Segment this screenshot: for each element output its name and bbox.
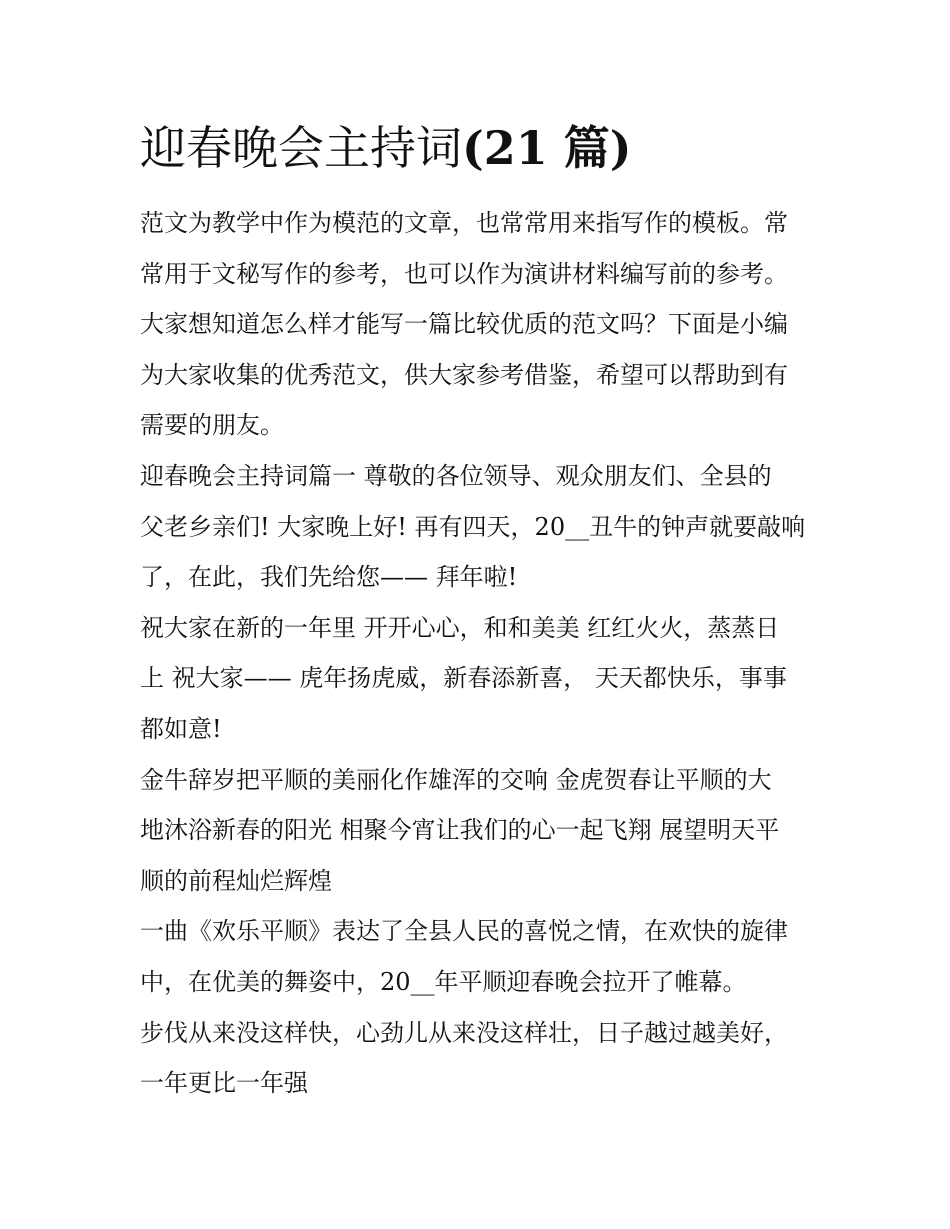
text-line: 需要的朋友。 [140, 411, 284, 440]
title-suffix: (21 篇) [462, 121, 632, 175]
text-line: 父老乡亲们! 大家晚上好! 再有四天，20__丑牛的钟声就要敲响 [140, 512, 806, 541]
text-line: 祝大家在新的一年里 开开心心，和和美美 红红火火，蒸蒸日 [140, 613, 780, 642]
text-line: 上 祝大家—— 虎年扬虎威，新春添新喜， 天天都快乐，事事 [140, 664, 787, 693]
text-line: 范文为教学中作为模范的文章，也常常用来指写作的模板。常 [140, 209, 788, 237]
document-title [140, 118, 632, 178]
text-line: 了，在此，我们先给您—— 拜年啦! [140, 563, 518, 592]
text-line: 常用于文秘写作的参考，也可以作为演讲材料编写前的参考。 [140, 259, 788, 288]
text-line: 一曲《欢乐平顺》表达了全县人民的喜悦之情，在欢快的旋律 [140, 917, 788, 946]
text-line: 一年更比一年强 [140, 1069, 308, 1098]
text-line: 为大家收集的优秀范文，供大家参考借鉴，希望可以帮助到有 [140, 360, 788, 389]
text-line: 大家想知道怎么样才能写一篇比较优质的范文吗？下面是小编 [140, 310, 788, 339]
title-main: 迎春晚会主持词 [140, 121, 462, 175]
text-line: 地沐浴新春的阳光 相聚今宵让我们的心一起飞翔 展望明天平 [140, 816, 780, 845]
document-body [140, 198, 816, 1109]
text-line: 中，在优美的舞姿中，20__年平顺迎春晚会拉开了帷幕。 [140, 967, 747, 996]
text-line: 金牛辞岁把平顺的美丽化作雄浑的交响 金虎贺春让平顺的大 [140, 765, 772, 794]
text-line: 迎春晚会主持词篇一 尊敬的各位领导、观众朋友们、全县的 [140, 461, 772, 490]
text-line: 都如意! [140, 714, 222, 743]
text-line: 顺的前程灿烂辉煌 [140, 866, 332, 895]
text-line: 步伐从来没这样快，心劲儿从来没这样壮，日子越过越美好， [140, 1018, 788, 1047]
